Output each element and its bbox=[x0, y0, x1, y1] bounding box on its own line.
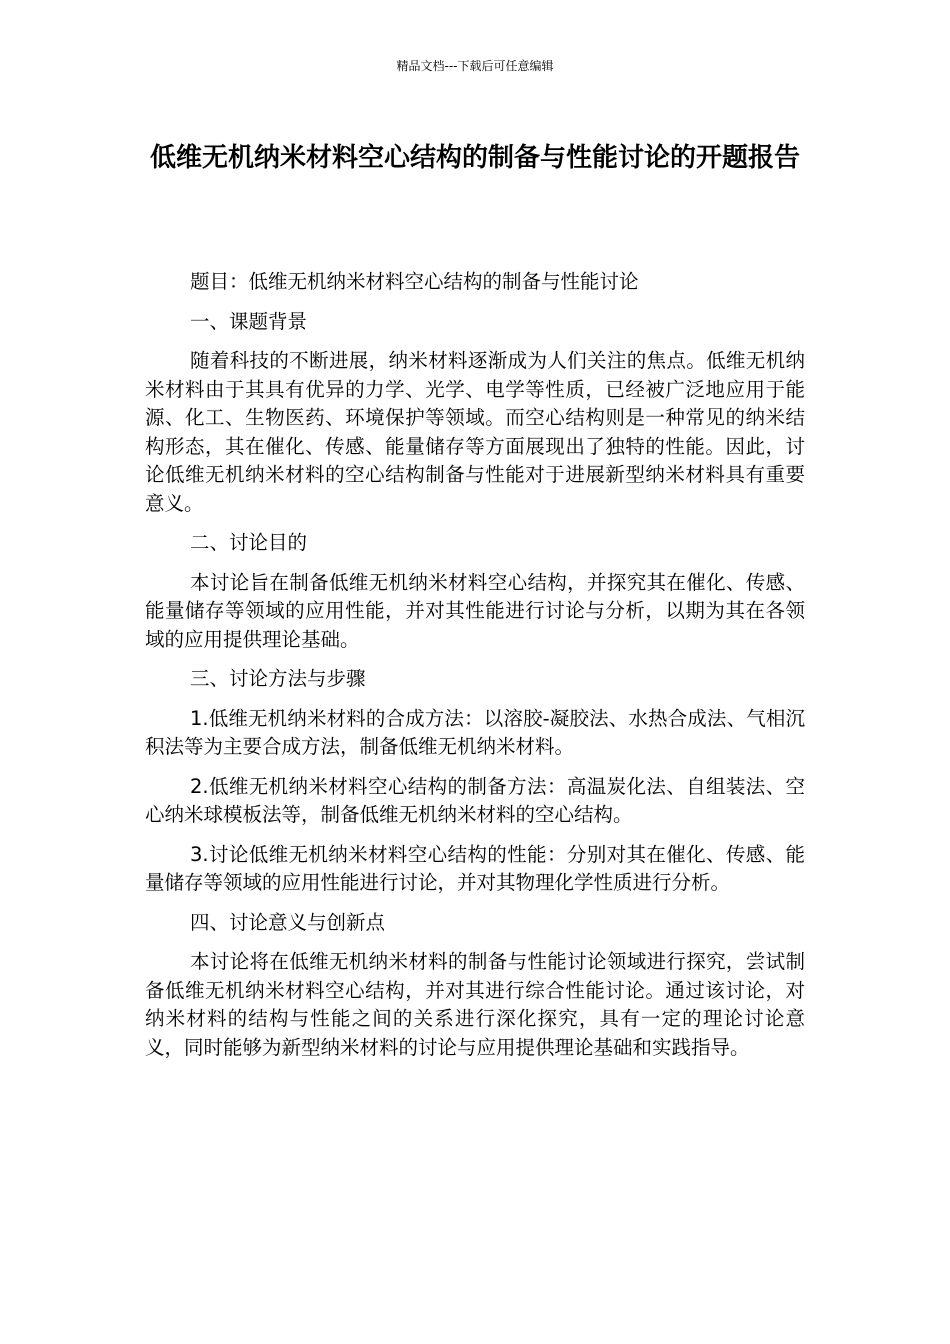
method-item-3: 3.讨论低维无机纳米材料空心结构的性能：分别对其在催化、传感、能量储存等领域的应用性能进行讨论，并对其物理化学性质进行分析。 bbox=[145, 842, 805, 894]
section-heading-background: 一、课题背景 bbox=[190, 309, 308, 333]
section-heading-significance: 四、讨论意义与创新点 bbox=[190, 910, 386, 934]
section-heading-methods: 三、讨论方法与步骤 bbox=[190, 667, 366, 690]
paragraph-significance: 本讨论将在低维无机纳米材料的制备与性能讨论领域进行探究，尝试制备低维无机纳米材料空心结构，并对其进行综合性能讨论。通过该讨论，对纳米材料的结构与性能之间的关系进行深化探究，具有一定的理论讨论意义，同时能够为新型纳米材料的讨论与应用提供理论基础和实践指导。 bbox=[145, 950, 805, 1059]
header-note: 精品文档---下载后可任意编辑 bbox=[396, 59, 554, 73]
document-body bbox=[145, 268, 805, 1073]
document-title: 低维无机纳米材料空心结构的制备与性能讨论的开题报告 bbox=[149, 143, 800, 173]
method-item-2: 2.低维无机纳米材料空心结构的制备方法：高温炭化法、自组装法、空心纳米球模板法等，制备低维无机纳米材料的空心结构。 bbox=[145, 774, 805, 826]
paragraph-background: 随着科技的不断进展，纳米材料逐渐成为人们关注的焦点。低维无机纳米材料由于其具有优异的力学、光学、电学等性质，已经被广泛地应用于能源、化工、生物医药、环境保护等领域。而空心结构则是一种常见的纳米结构形态，其在催化、传感、能量储存等方面展现出了独特的性能。因此，讨论低维无机纳米材料的空心结构制备与性能对于进展新型纳米材料具有重要意义。 bbox=[145, 349, 805, 515]
method-item-1: 1.低维无机纳米材料的合成方法：以溶胶-凝胶法、水热合成法、气相沉积法等为主要合成方法，制备低维无机纳米材料。 bbox=[145, 706, 805, 758]
section-heading-purpose: 二、讨论目的 bbox=[190, 531, 308, 554]
paragraph-purpose: 本讨论旨在制备低维无机纳米材料空心结构，并探究其在催化、传感、能量储存等领域的应用性能，并对其性能进行讨论与分析，以期为其在各领域的应用提供理论基础。 bbox=[145, 570, 805, 651]
topic-line: 题目：低维无机纳米材料空心结构的制备与性能讨论 bbox=[190, 270, 639, 293]
